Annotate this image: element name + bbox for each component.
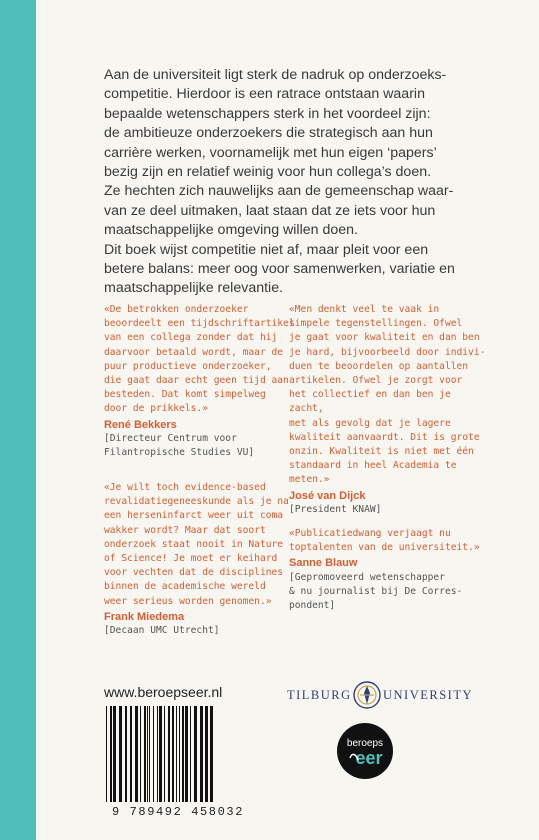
- quote-text: «De betrokken onderzoeker beoordeelt een tijdschriftartikel van een collega zonder dat hij daarvoor betaald wordt, maar de puur productieve onderzoeker, die gaat daar echt geen tijd aan besteden. Dat komt simpelweg door de prikkels.»: [104, 304, 295, 415]
- quote-sanne-blauw: [289, 527, 489, 613]
- barcode-bar: [153, 706, 154, 802]
- quote-author: José van Dijck: [289, 489, 366, 502]
- quote-author: Frank Miedema: [104, 610, 185, 623]
- barcode-bar: [210, 706, 213, 802]
- barcode-bar: [179, 706, 180, 802]
- barcode-bar: [119, 706, 122, 802]
- quote-author: René Bekkers: [104, 418, 177, 431]
- quote-author-role: [President KNAW]: [289, 503, 382, 515]
- barcode-bar: [172, 706, 174, 802]
- barcode-bar: [182, 706, 184, 802]
- isbn-number: 9 789492 458032: [111, 805, 245, 819]
- barcode-bar: [176, 706, 177, 802]
- barcode-bar: [190, 706, 191, 802]
- publisher-website[interactable]: www.beroepseer.nl: [104, 684, 223, 700]
- barcode-bar: [113, 706, 116, 802]
- barcode-bar: [125, 706, 127, 802]
- quote-rene-bekkers: [104, 303, 304, 460]
- barcode-bar: [194, 706, 197, 802]
- barcode-bar: [159, 706, 162, 802]
- beroepseer-logo: [336, 722, 394, 780]
- quote-jose-van-dijck: [289, 303, 489, 517]
- barcode-bar: [185, 706, 188, 802]
- quote-author-role: [Directeur Centrum voor Filantropische Studies VU]: [104, 432, 255, 459]
- barcode-bar: [168, 706, 170, 802]
- quote-text: «Publicatiedwang verjaagt nu toptalenten van de universiteit.»: [289, 528, 480, 554]
- barcode-bar: [135, 706, 138, 802]
- quote-author-role: [Decaan UMC Utrecht]: [104, 625, 220, 637]
- quote-frank-miedema: [104, 481, 304, 638]
- quote-author: Sanne Blauw: [289, 557, 358, 570]
- back-cover-blurb: [104, 66, 504, 299]
- barcode-bar: [144, 706, 146, 802]
- blurb-paragraph-1: Aan de universiteit ligt sterk de nadruk op onderzoeks- competitie. Hierdoor is een ratrace ontstaan waarin bepaalde wetenschappers sterk in het voordeel zijn: de ambitieuze onderzoekers die strategisch aan hun carrière werken, voornamelijk met hun eigen ‘papers’ bezig zijn en relatief weinig voor hun collega’s doen. Ze hechten zich nauwelijks aan de gemeenschap waar- van ze deel uitmaken, laat staan dat ze iets voor hun maatschappelijke omgeving willen doen.: [104, 67, 454, 239]
- barcode-bar: [110, 706, 112, 802]
- barcode-bar: [200, 706, 203, 802]
- blurb-paragraph-2: Dit boek wijst competitie niet af, maar pleit voor een betere balans: meer oog voor samenwerken, variatie en maatschappelijke relevantie.: [104, 241, 455, 297]
- quote-author-role: [Gepromoveerd wetenschapper & nu journalist bij De Corres- pondent]: [289, 571, 463, 612]
- barcode: [104, 706, 252, 802]
- logo-text-beroeps: beroeps: [346, 738, 384, 749]
- barcode-bar: [164, 706, 165, 802]
- barcode-bar: [140, 706, 141, 802]
- university-name-left: TILBURG: [287, 687, 352, 702]
- barcode-bar: [130, 706, 132, 802]
- barcode-bar: [205, 706, 208, 802]
- logo-text-eer: eer: [355, 748, 383, 768]
- university-name-right: UNIVERSITY: [382, 687, 473, 702]
- tilburg-university-logo: [287, 680, 473, 710]
- barcode-bar: [157, 706, 158, 802]
- spine-band: [0, 0, 36, 840]
- quote-text: «Je wilt toch evidence-based revalidatiegeneeskunde als je na een herseninfarct weer uit coma wakker wordt? Maar dat soort onderzoek staat nooit in Nature of Science! Je moet er keihard voor vechten dat de disciplines binnen de academische wereld weer serieus worden genomen.»: [104, 482, 289, 607]
- barcode-bar: [106, 706, 107, 802]
- university-seal-icon: [352, 680, 382, 710]
- barcode-bar: [149, 706, 150, 802]
- quote-text: «Men denkt veel te vaak in simpele tegenstellingen. Ofwel je gaat voor kwaliteit en dan ben je hard, bijvoorbeeld door indivi- duen te beoordelen op aantallen artikelen. Ofwel je zorgt voor het collectief en dan ben je zacht, met als gevolg dat je lagere kwaliteit aanvaardt. Dit is grote onzin. Kwaliteit is niet met één standaard in heel Academia te meten.»: [289, 304, 486, 486]
- barcode-bar: [147, 706, 148, 802]
